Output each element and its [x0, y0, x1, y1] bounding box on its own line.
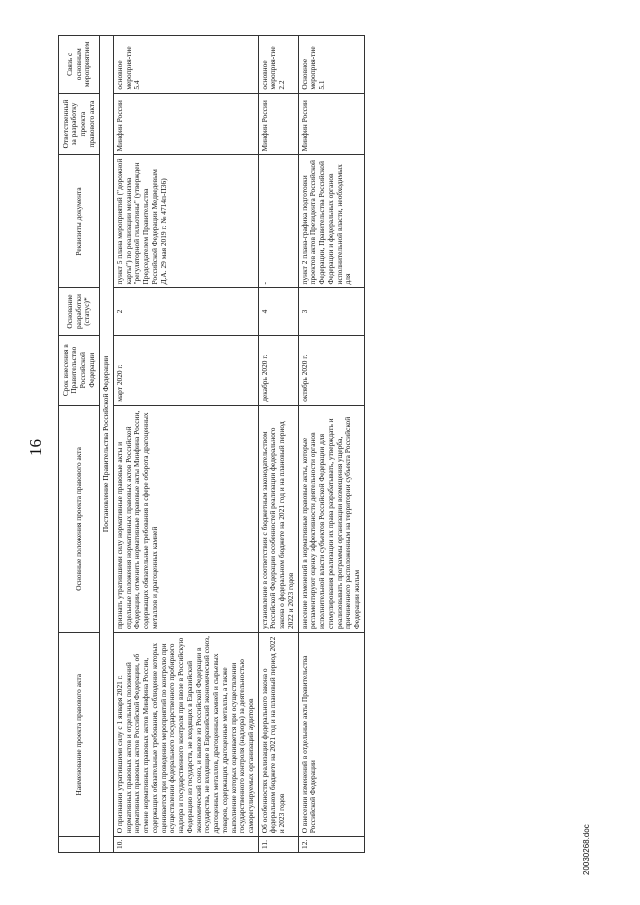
table-row [113, 36, 258, 853]
row-number: 12. [298, 837, 364, 853]
header-number [59, 837, 100, 853]
document-details: пункт 5 плана мероприятий ("дорожной карты") по реализации механизма "регуляторной гильотины" (утвержден Председателем Правительства Российской Федерации Медведевым Д.А. 29 мая 2019 г. № 4714п-П36) [113, 155, 258, 288]
responsible-body: Минфин России [258, 93, 298, 155]
act-provisions: установление в соответствии с бюджетным законодательством Российской Федерации особенностей реализации федерального закона о федеральном бюджете на 2021 год и на плановый период 2022 и 2023 годов [258, 405, 298, 632]
act-provisions: признать утратившими силу нормативные правовые акты и отдельные положения нормативных правовых актов Российской Федерации, отменить нормативные правовые акты Минфина России, содержащих обязательные требования в сфере оборота драгоценных металлов и драгоценных камней [113, 405, 258, 632]
submission-term: март 2020 г. [113, 335, 258, 405]
header-provisions: Основные положения проекта правового акта [59, 405, 100, 632]
row-number: 11. [258, 837, 298, 853]
header-term: Срок внесения в Правительство Российской Федерации [59, 335, 100, 405]
act-name: Об особенностях реализации федерального закона о федеральном бюджете на 2021 год и на плановый период 2022 и 2023 годов [258, 633, 298, 837]
header-responsible: Ответственный за разработку проекта правового акта [59, 93, 100, 155]
submission-term: декабрь 2020 г. [258, 335, 298, 405]
table-row [258, 36, 298, 853]
act-name: О внесении изменений в отдельные акты Правительства Российской Федерации [298, 633, 364, 837]
responsible-body: Минфин России [298, 93, 364, 155]
basis-status: 2 [113, 288, 258, 335]
row-number: 10. [113, 837, 258, 853]
table-row [298, 36, 364, 853]
section-title: Постановление Правительства Российской Федерации [100, 36, 114, 853]
act-provisions: внесение изменений в нормативные правовые акты, которые регламентируют оценку эффективности деятельности органов исполнительной власти субъектов Российской Федерации для стимулирования реализации их права разрабатывать, утверждать и реализовывать программы организации возмещения ущерба, причиненного расположенным на территории субъекта Российской Федерации жилым [298, 405, 364, 632]
main-activity-link: основное мероприя-тие 2.2 [258, 36, 298, 94]
page-number: 16 [26, 439, 45, 456]
main-activity-link: Основное мероприя-тие 5.1 [298, 36, 364, 94]
footer-filename: 20030268.doc [582, 824, 591, 875]
header-details: Реквизиты документа [59, 155, 100, 288]
header-basis: Основание разработки (статус)* [59, 288, 100, 335]
section-row [100, 36, 114, 853]
document-details: - [258, 155, 298, 288]
table-header-row [59, 36, 100, 853]
basis-status: 3 [298, 288, 364, 335]
submission-term: октябрь 2020 г. [298, 335, 364, 405]
basis-status: 4 [258, 288, 298, 335]
act-name: О признании утратившими силу с 1 января 2021 г. нормативных правовых актов и отдельных положений нормативных правовых актов Российской Федерации, об отмене нормативных правовых актов Минфина России, содержащих обязательные требования, соблюдение которых оценивается при проведении мероприятий по контролю при осуществлении федерального государственного пробирного надзора и государственного контроля при ввозе в Российскую Федерацию из государств, не входящих в Евразийский экономический союз, и вывозе из Российской Федерации в государства, не входящие в Евразийский экономический союз, драгоценных металлов, драгоценных камней и сырьевых товаров, содержащих драгоценные металлы, а также выполнение которых оценивается при осуществлении государственного контроля (надзора) за деятельностью саморегулируемых организаций аудиторов [113, 633, 258, 837]
main-activity-link: основное мероприя-тие 5.4 [113, 36, 258, 94]
rotated-page [20, 20, 605, 875]
header-link: Связь с основным мероприятием [59, 36, 100, 94]
document-details: пункт 2 плана-графика подготовки проектов актов Президента Российской Федерации, Правительства Российской Федерации и федеральных органов исполнительной власти, необходимых для [298, 155, 364, 288]
responsible-body: Минфин России [113, 93, 258, 155]
legal-acts-table [58, 35, 365, 853]
header-name: Наименование проекта правового акта [59, 633, 100, 837]
